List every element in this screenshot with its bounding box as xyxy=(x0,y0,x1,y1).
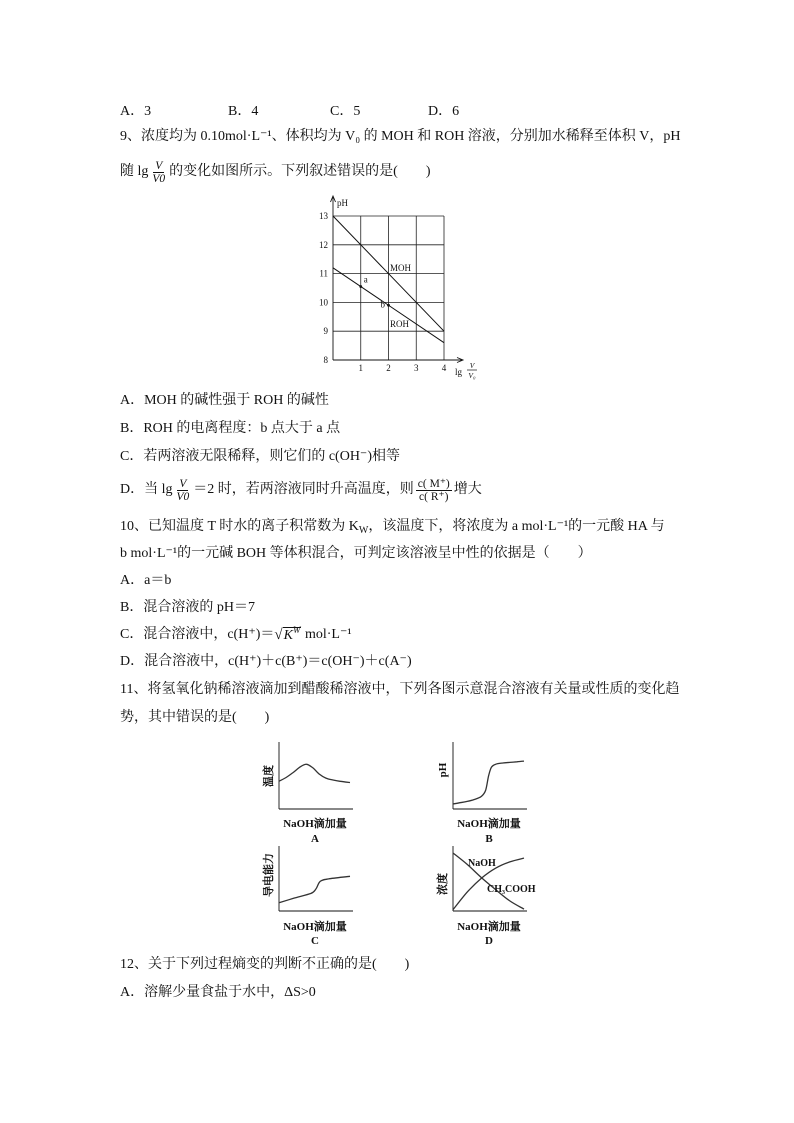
chart-caption: D xyxy=(485,935,493,947)
q12-option-a xyxy=(120,979,316,1007)
y-tick-label: 10 xyxy=(319,297,328,308)
series-label-ch3cooh: CH₃COOH xyxy=(487,884,536,895)
series-curve-0 xyxy=(279,764,350,782)
q9-stem-line2 xyxy=(120,158,431,186)
q10-option-c-post: mol·L⁻¹ xyxy=(301,627,352,642)
x-axis-label: NaOH滴加量 xyxy=(457,818,521,830)
y-tick-label: 11 xyxy=(319,268,328,279)
q12-stem xyxy=(120,951,409,979)
series-curve-0 xyxy=(279,876,350,903)
q9-stem-post: 的变化如图所示。下列叙述错误的是( ) xyxy=(169,164,431,179)
q10-kw-subscript: W xyxy=(358,525,369,536)
y-axis-label: 温度 xyxy=(263,765,275,787)
q10-stem-line2 xyxy=(120,540,592,568)
x-axis-label-prefix: lg xyxy=(455,367,463,377)
q10-option-d xyxy=(120,648,412,676)
y-axis-label: pH xyxy=(337,198,348,208)
q11-stem-line2 xyxy=(120,704,269,732)
q9-option-d-post: 增大 xyxy=(453,482,482,497)
q11-stem-line1 xyxy=(120,676,679,704)
q9-option-d-fraction-2 xyxy=(416,478,452,503)
q9-option-d-mid: ＝2 时，若两溶液同时升高温度，则 xyxy=(193,482,414,497)
x-axis-label: NaOH滴加量 xyxy=(283,818,347,830)
q8-option-a: A．3 xyxy=(120,104,152,119)
q10-option-b xyxy=(120,594,255,622)
q10-stem-line1 xyxy=(120,513,665,541)
q8-option-d: D．6 xyxy=(428,104,460,119)
q12-stem-text: 12、关于下列过程熵变的判断不正确的是( ) xyxy=(120,957,410,972)
q10-stem-line2-text: b mol·L⁻¹的一元碱 BOH 等体积混合，可判定该溶液呈中性的依据是（ ） xyxy=(120,546,592,561)
q10-option-c-pre: C．混合溶液中，c(H⁺)＝ xyxy=(120,627,275,642)
data-point-a xyxy=(359,285,362,288)
grid xyxy=(333,216,444,360)
x-tick-label: 4 xyxy=(441,363,447,373)
q10-option-d-text: D．混合溶液中，c(H⁺)＋c(B⁺)＝c(OH⁻)＋c(A⁻) xyxy=(120,654,412,669)
points xyxy=(359,275,390,310)
sqrt-sign: √ xyxy=(274,627,283,643)
fraction-numerator: c( M⁺) xyxy=(417,477,450,490)
y-axis-label: 导电能力 xyxy=(263,853,275,897)
mini-chart-c xyxy=(258,840,368,948)
q9-option-d-fraction-1 xyxy=(175,478,192,503)
data-point-label-b: b xyxy=(380,299,385,310)
y-axis-label: 浓度 xyxy=(437,873,449,895)
q8-option-c: C．5 xyxy=(330,104,361,119)
x-tick-label: 2 xyxy=(386,363,391,373)
axes xyxy=(453,846,527,911)
fraction-denominator: c( R⁺) xyxy=(419,490,449,503)
q9-option-c xyxy=(120,443,400,471)
chart-caption: B xyxy=(485,833,493,845)
x-axis-label-numerator: V xyxy=(469,361,475,370)
y-tick-label: 9 xyxy=(323,326,328,337)
ph-dilution-chart xyxy=(300,190,485,390)
q9-option-c-text: C．若两溶液无限稀释，则它们的 c(OH⁻)相等 xyxy=(120,449,400,464)
axes xyxy=(279,846,353,911)
radicand-base: K xyxy=(283,627,293,643)
q9-stem-text: 9、浓度均为 0.10mol·L⁻¹、体积均为 V₀ 的 MOH 和 ROH 溶液，分别加水稀释至体积 V，pH xyxy=(120,129,681,144)
data-point-b xyxy=(387,304,390,307)
q10-stem-post: ，该温度下，将浓度为 a mol·L⁻¹的一元酸 HA 与 xyxy=(368,519,665,534)
x-axis-label xyxy=(455,361,477,380)
fraction-numerator: V xyxy=(179,477,187,490)
data-point-label-a: a xyxy=(363,274,368,285)
mini-chart-b xyxy=(432,738,542,846)
series-label-moh: MOH xyxy=(390,263,412,273)
q9-stem-fraction xyxy=(150,160,167,185)
y-tick-label: 12 xyxy=(319,239,328,250)
q9-option-a-text: A．MOH 的碱性强于 ROH 的碱性 xyxy=(120,393,329,408)
series-label-roh: ROH xyxy=(390,319,410,329)
q9-stem-line1 xyxy=(120,123,681,151)
axes xyxy=(453,742,527,809)
tick-labels xyxy=(319,211,447,373)
q10-stem-pre: 10、已知温度 T 时水的离子积常数为 K xyxy=(120,519,359,534)
y-tick-label: 8 xyxy=(323,355,328,365)
radicand-superscript: W xyxy=(292,624,301,635)
chart-caption: A xyxy=(311,833,319,845)
x-axis-label: NaOH滴加量 xyxy=(283,921,347,933)
x-axis-label: NaOH滴加量 xyxy=(457,921,521,933)
series-curve-0 xyxy=(453,761,524,804)
series xyxy=(453,761,524,804)
mini-chart-d xyxy=(432,840,542,948)
q12-option-a-text: A．溶解少量食盐于水中，ΔS>0 xyxy=(120,985,316,1000)
y-tick-label: 13 xyxy=(319,211,328,221)
y-axis-label: pH xyxy=(437,762,449,778)
mini-chart-a xyxy=(258,738,368,846)
q10-option-c xyxy=(120,621,352,649)
q9-option-d-pre: D．当 lg xyxy=(120,482,173,497)
q10-option-b-text: B．混合溶液的 pH＝7 xyxy=(120,600,255,615)
fraction-numerator: V xyxy=(155,159,163,172)
q10-option-a-text: A．a＝b xyxy=(120,573,172,588)
series xyxy=(279,764,350,782)
fraction-denominator: V0 xyxy=(176,490,190,503)
q9-option-d xyxy=(120,476,482,504)
q8-option-b: B．4 xyxy=(228,104,259,119)
q11-stem-line2-text: 势，其中错误的是( ) xyxy=(120,710,270,725)
q11-stem-line1-text: 11、将氢氧化钠稀溶液滴加到醋酸稀溶液中，下列各图示意混合溶液有关量或性质的变化趋 xyxy=(120,682,680,697)
q9-option-b-text: B．ROH 的电离程度：b 点大于 a 点 xyxy=(120,421,341,436)
q9-stem-pre: 随 lg xyxy=(120,164,149,179)
x-axis-label-denominator: V₀ xyxy=(468,371,476,380)
q9-option-a xyxy=(120,387,329,415)
q9-option-b xyxy=(120,415,340,443)
fraction-denominator: V0 xyxy=(152,172,166,185)
x-tick-label: 1 xyxy=(358,363,363,373)
chart-caption: C xyxy=(311,935,319,947)
sqrt-radicand xyxy=(283,624,302,644)
x-tick-label: 3 xyxy=(414,363,419,373)
q10-option-a xyxy=(120,567,171,595)
series xyxy=(279,876,350,903)
series-label-naoh: NaOH xyxy=(468,858,496,869)
